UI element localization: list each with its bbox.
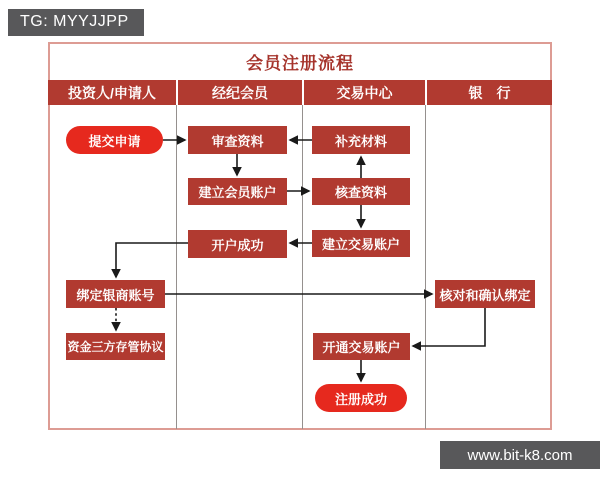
node-review-materials: 审查资料 [188, 126, 287, 154]
node-register-success: 注册成功 [315, 384, 407, 412]
node-custody-agreement: 资金三方存管协议 [66, 333, 165, 360]
column-header-broker: 经纪会员 [176, 80, 302, 105]
node-open-trade-account: 开通交易账户 [313, 333, 410, 360]
node-bind-bank-account: 绑定银商账号 [66, 280, 165, 308]
watermark-text: www.bit-k8.com [467, 446, 573, 464]
column-header-row [48, 80, 552, 105]
lane-divider-1 [176, 105, 177, 429]
node-supplement-materials: 补充材料 [312, 126, 410, 154]
column-header-trading-center: 交易中心 [302, 80, 425, 105]
node-create-member-account: 建立会员账户 [188, 178, 287, 205]
column-header-bank: 银 行 [425, 80, 552, 105]
lane-divider-3 [425, 105, 426, 429]
watermark [440, 441, 600, 469]
node-submit-application: 提交申请 [66, 126, 163, 154]
lane-divider-2 [302, 105, 303, 429]
column-header-investor: 投资人/申请人 [68, 84, 156, 101]
flowchart-title: 会员注册流程 [246, 54, 354, 73]
node-create-trade-account: 建立交易账户 [312, 230, 410, 257]
tg-banner [8, 9, 144, 36]
tg-banner-text: TG: MYYJJPP [20, 13, 129, 30]
node-account-opened: 开户成功 [188, 230, 287, 258]
node-verify-materials: 核查资料 [312, 178, 410, 205]
node-confirm-binding: 核对和确认绑定 [435, 280, 535, 308]
